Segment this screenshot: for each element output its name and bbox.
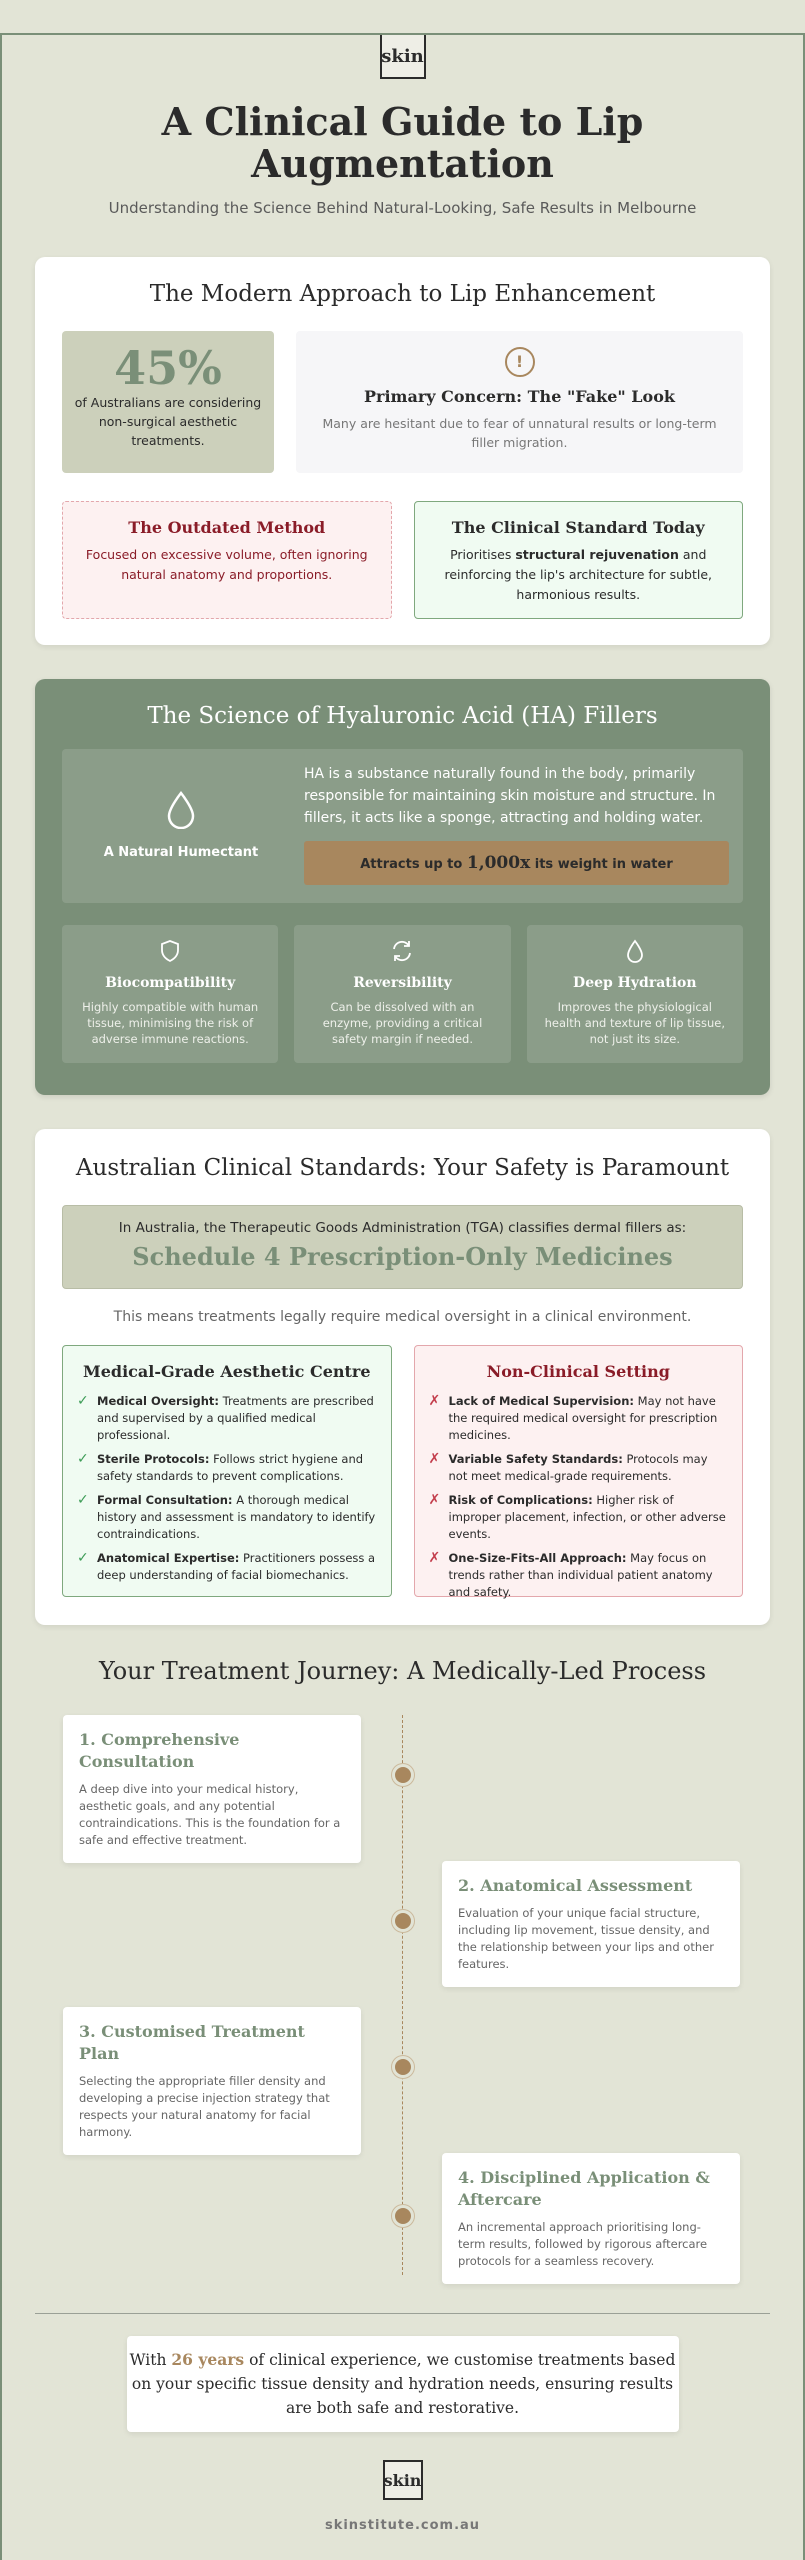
item-label: Variable Safety Standards:	[448, 1452, 623, 1466]
concern-text: Many are hesitant due to fear of unnatural results or long-term filler migration.	[322, 416, 717, 450]
water-weight-banner	[304, 841, 729, 885]
standard-text	[429, 545, 729, 605]
years-highlight: 26 years	[171, 2350, 245, 2369]
stat-card	[62, 331, 274, 473]
timeline-line	[402, 1715, 403, 2275]
brand-logo[interactable]	[380, 33, 426, 79]
concern-title: Primary Concern: The "Fake" Look	[364, 387, 675, 406]
item-text: Practitioners possess a deep understanding of facial biomechanics.	[97, 1551, 376, 1582]
list-item	[77, 1492, 377, 1543]
stat-text: of Australians are considering non-surgical aesthetic treatments.	[74, 395, 262, 448]
shield-icon	[159, 939, 181, 963]
list-item	[429, 1492, 729, 1543]
timeline-dot	[392, 2056, 414, 2078]
humectant-label: A Natural Humectant	[103, 845, 259, 860]
list-item	[429, 1393, 729, 1444]
property-title: Deep Hydration	[573, 975, 697, 991]
standard-text-bold: structural rejuvenation	[515, 547, 679, 562]
journey-step-2	[442, 1861, 740, 1987]
stat-value: 45%	[114, 341, 222, 395]
journey-step-1	[63, 1715, 361, 1863]
website-link[interactable]: skinstitute.com.au	[324, 2518, 481, 2533]
tga-text: In Australia, the Therapeutic Goods Administration (TGA) classifies dermal fillers as:	[118, 1220, 687, 1236]
ha-science-section	[35, 679, 770, 1095]
property-text: Improves the physiological health and texture of lip tissue, not just its size.	[544, 1000, 725, 1046]
check-icon: ✓	[77, 1492, 89, 1508]
step-text: A deep dive into your medical history, aesthetic goals, and any potential contraindications. This is the foundation for a safe and effective treatment.	[79, 1782, 341, 1847]
timeline-dot	[392, 2205, 414, 2227]
property-title: Reversibility	[353, 975, 452, 991]
concern-card	[296, 331, 743, 473]
journey-title: Your Treatment Journey: A Medically-Led Process	[98, 1657, 707, 1685]
medical-centre-card	[62, 1345, 392, 1597]
step-title: 4. Disciplined Application & Aftercare	[458, 2168, 710, 2209]
clinical-standards-title: Australian Clinical Standards: Your Safety is Paramount	[75, 1155, 730, 1181]
page-title: A Clinical Guide to Lip Augmentation	[161, 99, 644, 186]
modern-approach-section	[35, 257, 770, 645]
check-icon: ✓	[77, 1451, 89, 1467]
item-text: Higher risk of improper placement, infection, or other adverse events.	[448, 1493, 726, 1541]
non-clinical-title: Non-Clinical Setting	[486, 1362, 670, 1381]
outdated-text: Focused on excessive volume, often ignoring natural anatomy and proportions.	[85, 547, 368, 582]
item-text: May focus on trends rather than individual patient anatomy and safety.	[448, 1551, 713, 1599]
property-card-hydration	[527, 925, 743, 1063]
experience-statement	[127, 2336, 679, 2432]
cross-icon: ✗	[428, 1393, 441, 1409]
check-icon: ✓	[77, 1550, 89, 1566]
divider	[35, 2313, 770, 2314]
clinical-standards-section	[35, 1129, 770, 1625]
step-text: An incremental approach prioritising long-term results, followed by rigorous aftercare protocols for a seamless recovery.	[458, 2220, 708, 2268]
step-title: 2. Anatomical Assessment	[458, 1876, 693, 1895]
list-item	[429, 1550, 729, 1601]
cross-icon: ✗	[428, 1451, 441, 1467]
property-card-biocompatibility	[62, 925, 278, 1063]
logo-text: skin	[383, 2470, 422, 2490]
item-label: Anatomical Expertise:	[97, 1551, 240, 1565]
attract-figure: 1,000x	[466, 853, 531, 873]
standard-text-post: and reinforcing the lip's architecture for subtle, harmonious results.	[444, 547, 712, 602]
droplet-icon	[625, 939, 645, 963]
medical-centre-title: Medical-Grade Aesthetic Centre	[82, 1362, 371, 1381]
list-item	[77, 1393, 377, 1444]
item-label: One-Size-Fits-All Approach:	[448, 1551, 627, 1565]
cross-icon: ✗	[428, 1492, 441, 1508]
alert-circle-icon: !	[505, 347, 535, 377]
item-label: Lack of Medical Supervision:	[448, 1394, 634, 1408]
property-card-reversibility	[294, 925, 510, 1063]
item-label: Medical Oversight:	[97, 1394, 219, 1408]
property-title: Biocompatibility	[105, 975, 236, 991]
item-text: A thorough medical history and assessment is mandatory to identify contraindications.	[97, 1493, 376, 1541]
standard-title: The Clinical Standard Today	[451, 518, 705, 537]
step-title: 1. Comprehensive Consultation	[79, 1730, 240, 1771]
step-title: 3. Customised Treatment Plan	[79, 2022, 305, 2063]
humectant-text: HA is a substance naturally found in the body, primarily responsible for maintaining skin moisture and structure. In fillers, it acts like a sponge, attracting and holding water.	[304, 766, 716, 826]
footer-logo[interactable]	[383, 2460, 423, 2500]
step-text: Selecting the appropriate filler density and developing a precise injection strategy that respects your natural anatomy for facial harmony.	[79, 2074, 330, 2139]
attract-pre: Attracts up to	[360, 857, 467, 872]
outdated-method-card	[62, 501, 392, 619]
timeline-dot	[392, 1910, 414, 1932]
step-text: Evaluation of your unique facial structure, including lip movement, tissue density, and the relationship between your lips and other features.	[458, 1906, 714, 1971]
tga-classification-box	[62, 1205, 743, 1289]
item-text: Follows strict hygiene and safety standards to prevent complications.	[97, 1452, 364, 1483]
schedule-4-label: Schedule 4 Prescription-Only Medicines	[132, 1242, 673, 1271]
non-clinical-card	[414, 1345, 744, 1597]
cross-icon: ✗	[428, 1550, 441, 1566]
attract-post: its weight in water	[530, 857, 673, 872]
clinical-standard-card	[414, 501, 744, 619]
closing-pre: With	[129, 2351, 172, 2369]
closing-post: of clinical experience, we customise treatments based on your specific tissue density and hydration needs, ensuring results are both safe and restorative.	[131, 2351, 676, 2417]
item-text: Protocols may not meet medical-grade requirements.	[448, 1452, 708, 1483]
oversight-note: This means treatments legally require medical oversight in a clinical environment.	[113, 1309, 692, 1325]
modern-approach-title: The Modern Approach to Lip Enhancement	[149, 281, 656, 307]
item-label: Formal Consultation:	[97, 1493, 233, 1507]
item-label: Sterile Protocols:	[97, 1452, 210, 1466]
journey-timeline	[0, 1715, 805, 2295]
property-text: Highly compatible with human tissue, minimising the risk of adverse immune reactions.	[82, 1000, 259, 1046]
journey-step-4	[442, 2153, 740, 2284]
list-item	[77, 1550, 377, 1584]
refresh-icon	[389, 939, 415, 963]
journey-step-3	[63, 2007, 361, 2155]
standard-text-pre: Prioritises	[450, 547, 516, 562]
humectant-box	[62, 749, 743, 903]
droplet-icon	[166, 791, 196, 829]
item-text: Treatments are prescribed and supervised by a qualified medical professional.	[97, 1394, 374, 1442]
outdated-title: The Outdated Method	[128, 518, 326, 537]
list-item	[429, 1451, 729, 1485]
timeline-dot	[392, 1764, 414, 1786]
property-text: Can be dissolved with an enzyme, providing a critical safety margin if needed.	[322, 1000, 483, 1046]
check-icon: ✓	[77, 1393, 89, 1409]
item-text: May not have the required medical oversight for prescription medicines.	[448, 1394, 718, 1442]
item-label: Risk of Complications:	[448, 1493, 593, 1507]
ha-science-title: The Science of Hyaluronic Acid (HA) Fillers	[147, 703, 658, 729]
page-subtitle: Understanding the Science Behind Natural-Looking, Safe Results in Melbourne	[108, 199, 697, 217]
logo-text: skin	[381, 45, 424, 67]
list-item	[77, 1451, 377, 1485]
